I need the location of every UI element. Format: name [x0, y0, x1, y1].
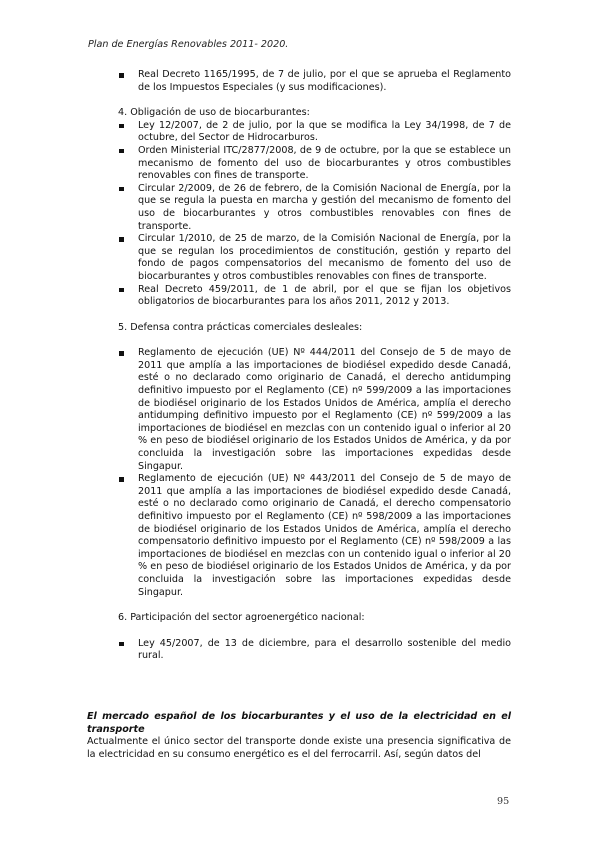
bullet-icon [119, 642, 124, 647]
list-item [118, 120, 511, 145]
list-item [118, 284, 511, 309]
bullet-icon [119, 187, 124, 192]
list-item-text: Real Decreto 459/2011, de 1 de abril, por el que se fijan los objetivos obligatorios de biocarburantes para los años 2011, 2012 y 2013. [138, 283, 511, 308]
page-header: Plan de Energías Renovables 2011- 2020. [88, 39, 289, 50]
section-title: El mercado español de los biocarburantes y el uso de la electricidad en el transporte [87, 711, 511, 735]
bullet-icon [119, 73, 124, 78]
list-item [118, 473, 511, 599]
list-item [118, 183, 511, 233]
closing-section [87, 711, 511, 761]
bullet-icon [119, 351, 124, 356]
list-item [118, 638, 511, 663]
list-item-text: Circular 1/2010, de 25 de marzo, de la Comisión Nacional de Energía, por la que se regulan los procedimientos de constitución, gestión y reparto del fondo de pagos compensatorios del mecanismo de fomento del uso de biocarburantes y otros combustibles renovables con fines de transporte. [138, 233, 511, 282]
bullet-icon [119, 124, 124, 129]
main-content [118, 69, 511, 663]
bullet-icon [119, 237, 124, 242]
list-item [118, 233, 511, 283]
section-heading: 4. Obligación de uso de biocarburantes: [118, 107, 310, 119]
body-paragraph: Actualmente el único sector del transporte donde existe una presencia significativa de la electricidad en su consumo energético es el del ferrocarril. Así, según datos del [87, 736, 511, 760]
list-item-text: Orden Ministerial ITC/2877/2008, de 9 de octubre, por la que se establece un mecanismo de fomento del uso de biocarburantes y otros combustibles renovables con fines de transporte. [138, 144, 511, 182]
bullet-icon [119, 477, 124, 482]
list-item-text: Reglamento de ejecución (UE) Nº 443/2011 del Consejo de 5 de mayo de 2011 que amplía a las importaciones de biodiésel expedido desde Canadá, esté o no declarado como originario de Canadá, el derecho compensatorio definitivo impuesto por el Reglamento (CE) nº 598/2009 a las importaciones de biodiésel originario de los Estados Unidos de América, amplía el derecho compensatorio definitivo impuesto por el Reglamento (CE) nº 598/2009 a las importaciones de biodiésel en mezclas con un contenido igual o inferior al 20 % en peso de biodiésel originario de los Estados Unidos de América, y da por concluida la investigación sobre las importaciones expedidas desde Singapur. [138, 473, 511, 598]
list-item-text: Reglamento de ejecución (UE) Nº 444/2011 del Consejo de 5 de mayo de 2011 que amplía a las importaciones de biodiésel expedido desde Canadá, esté o no declarado como originario de Canadá, el derecho antidumping definitivo impuesto por el Reglamento (CE) nº 599/2009 a las importaciones de biodiésel originario de los Estados Unidos de América, amplía el derecho antidumping definitivo impuesto por el Reglamento (CE) nº 599/2009 a las importaciones de biodiésel en mezclas con un contenido igual o inferior al 20 % en peso de biodiésel originario de los Estados Unidos de América, y da por concluida la investigación sobre las importaciones expedidas desde Singapur. [138, 347, 511, 472]
list-item-text: Ley 12/2007, de 2 de julio, por la que se modifica la Ley 34/1998, de 7 de octubre, del Sector de Hidrocarburos. [138, 119, 511, 144]
page-number: 95 [497, 796, 510, 807]
list-item-text: Real Decreto 1165/1995, de 7 de julio, por el que se aprueba el Reglamento de los Impuestos Especiales (y sus modificaciones). [138, 69, 511, 93]
list-item [118, 347, 511, 473]
list-item-text: Circular 2/2009, de 26 de febrero, de la Comisión Nacional de Energía, por la que se regula la puesta en marcha y gestión del mecanismo de fomento del uso de biocarburantes y otros combustibles renovables con fines de transporte. [138, 182, 511, 232]
section-heading: 5. Defensa contra prácticas comerciales desleales: [118, 321, 363, 333]
list-item [118, 145, 511, 183]
list-item-text: Ley 45/2007, de 13 de diciembre, para el desarrollo sostenible del medio rural. [138, 637, 511, 662]
bullet-icon [119, 288, 124, 293]
list-item [118, 69, 511, 94]
section-heading: 6. Participación del sector agroenergético nacional: [118, 612, 365, 624]
bullet-icon [119, 149, 124, 154]
